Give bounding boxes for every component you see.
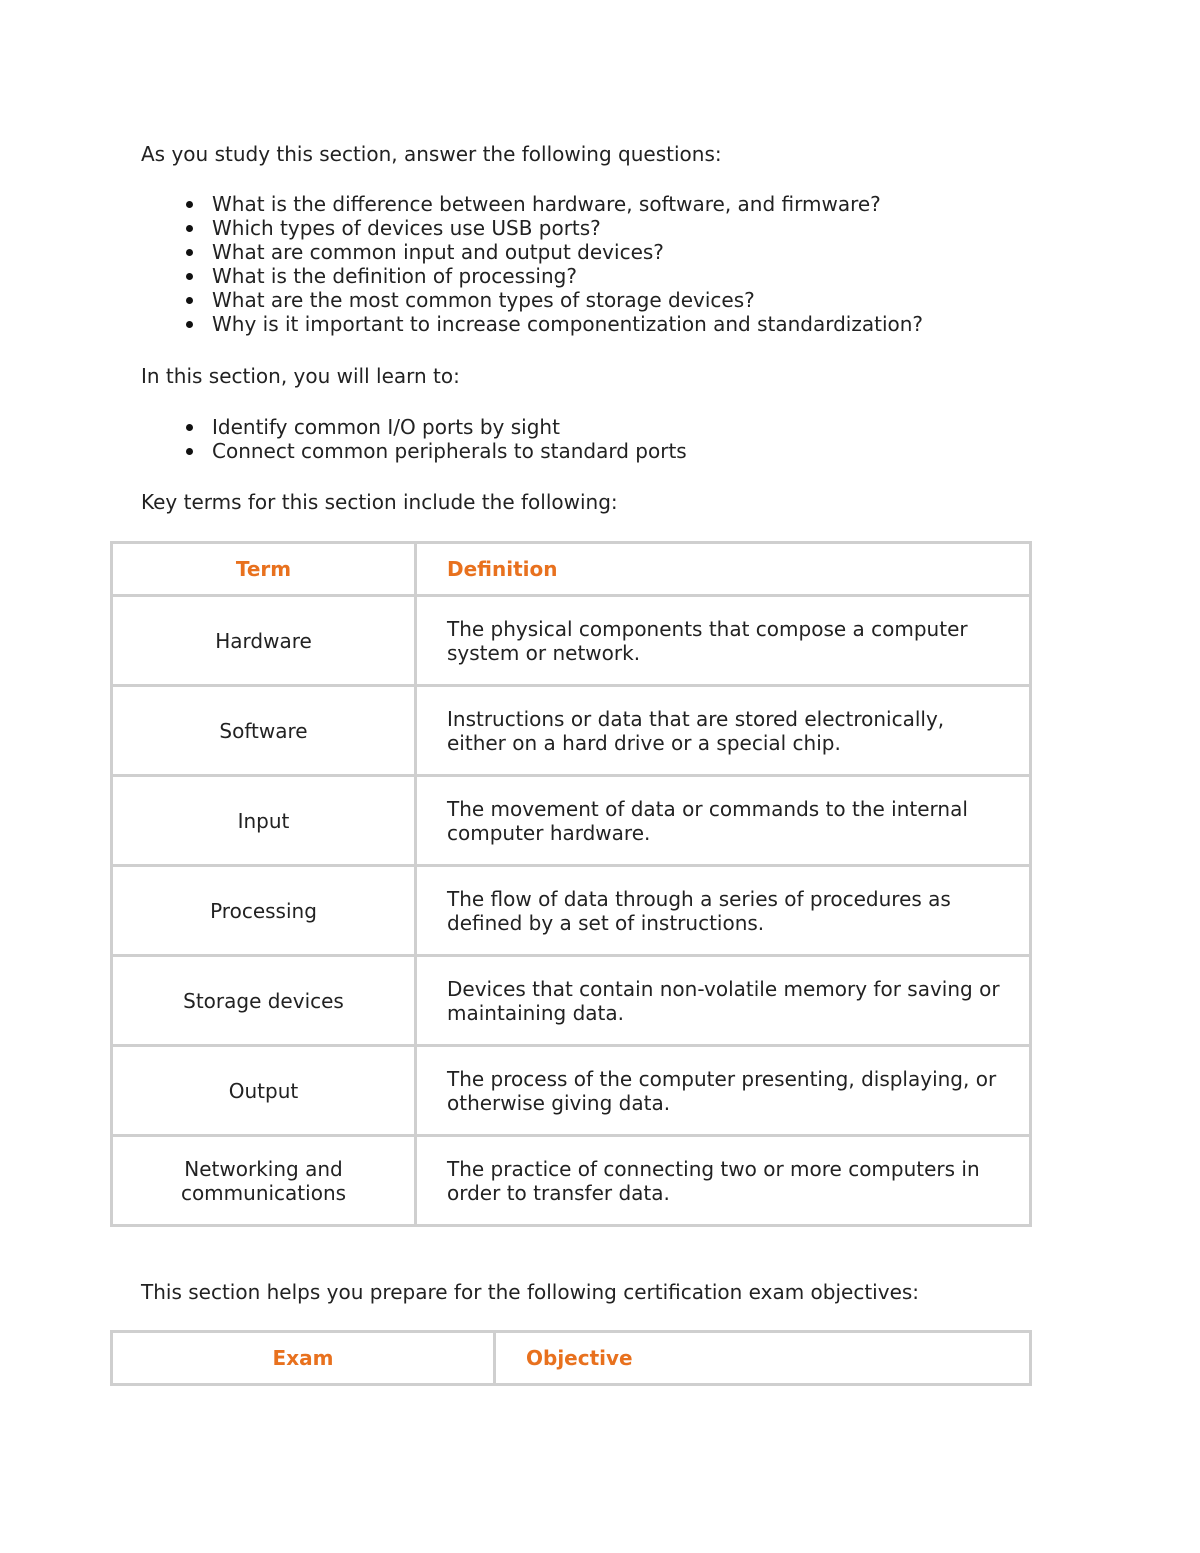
- bullet-dot-icon: [186, 321, 193, 328]
- definition-cell: The physical components that compose a computer system or network.: [416, 596, 1031, 686]
- definition-header: Definition: [416, 543, 1031, 596]
- table-header-row: [112, 543, 1031, 596]
- questions-list: [186, 192, 923, 336]
- learn-lead: In this section, you will learn to:: [141, 364, 460, 388]
- objective-header: Objective: [495, 1332, 1031, 1385]
- list-item: [186, 264, 923, 288]
- question-text: What are common input and output devices?: [212, 240, 664, 264]
- list-item: [186, 439, 687, 463]
- question-text: What are the most common types of storage devices?: [212, 288, 755, 312]
- question-text: What is the definition of processing?: [212, 264, 577, 288]
- bullet-dot-icon: [186, 201, 193, 208]
- bullet-dot-icon: [186, 424, 193, 431]
- table-row: [112, 1046, 1031, 1136]
- bullet-dot-icon: [186, 448, 193, 455]
- questions-lead: As you study this section, answer the following questions:: [141, 142, 722, 166]
- question-text: Which types of devices use USB ports?: [212, 216, 601, 240]
- definition-cell: The movement of data or commands to the internal computer hardware.: [416, 776, 1031, 866]
- list-item: [186, 312, 923, 336]
- bullet-dot-icon: [186, 249, 193, 256]
- term-cell: Storage devices: [112, 956, 416, 1046]
- exam-header: Exam: [112, 1332, 495, 1385]
- term-cell: Input: [112, 776, 416, 866]
- definition-cell: Instructions or data that are stored electronically, either on a hard drive or a special chip.: [416, 686, 1031, 776]
- list-item: [186, 192, 923, 216]
- learn-item-text: Connect common peripherals to standard ports: [212, 439, 687, 463]
- term-cell: Hardware: [112, 596, 416, 686]
- term-header: Term: [112, 543, 416, 596]
- table-row: [112, 596, 1031, 686]
- definition-cell: The practice of connecting two or more computers in order to transfer data.: [416, 1136, 1031, 1226]
- bullet-dot-icon: [186, 225, 193, 232]
- term-cell: Networking and communications: [112, 1136, 416, 1226]
- list-item: [186, 415, 687, 439]
- table-header-row: [112, 1332, 1031, 1385]
- definition-cell: The flow of data through a series of procedures as defined by a set of instructions.: [416, 866, 1031, 956]
- list-item: [186, 288, 923, 312]
- learn-item-text: Identify common I/O ports by sight: [212, 415, 560, 439]
- key-terms-table: [110, 541, 1032, 1227]
- question-text: Why is it important to increase componentization and standardization?: [212, 312, 924, 336]
- table-row: [112, 956, 1031, 1046]
- table-row: [112, 686, 1031, 776]
- bullet-dot-icon: [186, 273, 193, 280]
- question-text: What is the difference between hardware, software, and firmware?: [212, 192, 881, 216]
- definition-cell: Devices that contain non-volatile memory for saving or maintaining data.: [416, 956, 1031, 1046]
- list-item: [186, 216, 923, 240]
- term-cell: Output: [112, 1046, 416, 1136]
- table-row: [112, 866, 1031, 956]
- exam-objectives-table: [110, 1330, 1032, 1386]
- key-terms-lead: Key terms for this section include the following:: [141, 490, 618, 514]
- definition-cell: The process of the computer presenting, displaying, or otherwise giving data.: [416, 1046, 1031, 1136]
- table-row: [112, 776, 1031, 866]
- bullet-dot-icon: [186, 297, 193, 304]
- list-item: [186, 240, 923, 264]
- term-cell: Software: [112, 686, 416, 776]
- table-row: [112, 1136, 1031, 1226]
- term-cell: Processing: [112, 866, 416, 956]
- learn-list: [186, 415, 687, 463]
- exam-lead: This section helps you prepare for the following certification exam objectives:: [141, 1280, 920, 1304]
